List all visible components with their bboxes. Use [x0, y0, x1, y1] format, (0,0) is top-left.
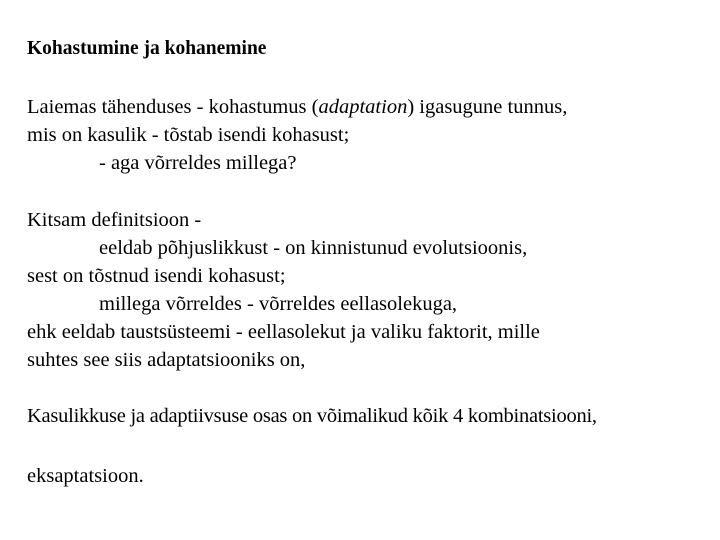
text-line: eksaptatsioon.	[27, 465, 144, 487]
text-segment: ) igasugune tunnus,	[407, 96, 568, 118]
text-line: Kasulikkuse ja adaptiivsuse osas on võimalikud kõik 4 kombinatsiooni,	[27, 405, 597, 427]
term-adaptation: adaptation	[318, 96, 408, 118]
text-line: mis on kasulik - tõstab isendi kohasust;	[27, 124, 350, 146]
text-line: sest on tõstnud isendi kohasust;	[27, 265, 286, 287]
text-line: ehk eeldab taustsüsteemi - eellasolekut ja valiku faktorit, mille	[27, 321, 540, 343]
paragraph-combinations	[27, 402, 717, 430]
paragraph-exaptation	[27, 462, 717, 490]
slide-content	[27, 36, 717, 490]
text-line: eeldab põhjuslikkust - on kinnistunud evolutsioonis,	[99, 237, 528, 259]
paragraph-broad-definition	[27, 93, 717, 177]
text-line	[27, 93, 717, 121]
slide-title: Kohastumine ja kohanemine	[27, 38, 267, 59]
text-line: millega võrreldes - võrreldes eellasolekuga,	[99, 293, 458, 315]
text-segment: Laiemas tähenduses - kohastumus (	[27, 96, 319, 118]
text-line: suhtes see siis adaptatsiooniks on,	[27, 349, 306, 371]
paragraph-narrow-definition	[27, 206, 717, 374]
text-line: Kitsam definitsioon -	[27, 209, 202, 231]
text-line: - aga võrreldes millega?	[99, 152, 297, 174]
